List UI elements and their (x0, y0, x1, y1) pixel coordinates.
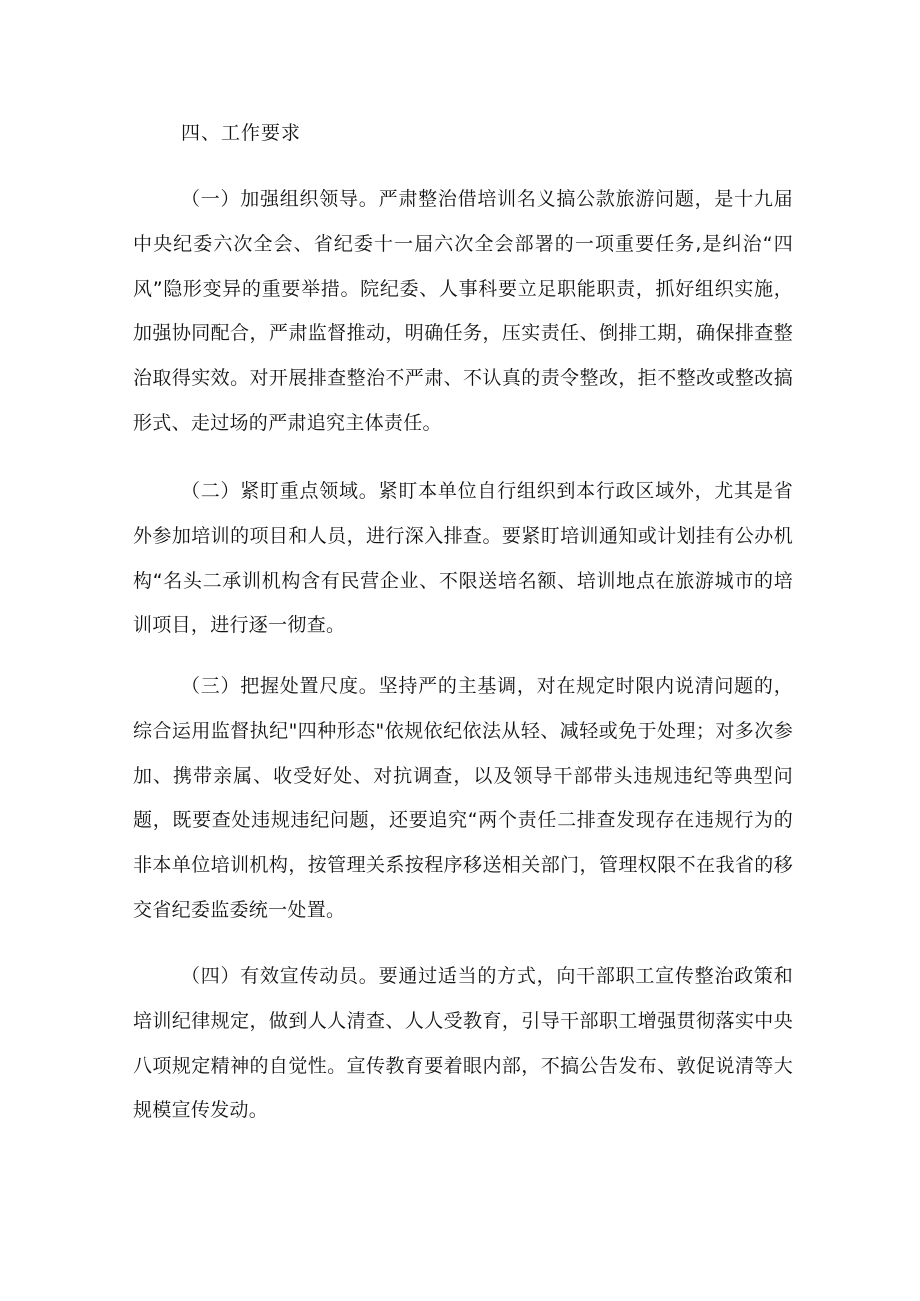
paragraph-disposal-standards: （三）把握处置尺度。坚持严的主基调，对在规定时限内说清问题的，综合运用监督执纪"四种形态"依规依纪依法从轻、减轻或免于处理；对多次参加、携带亲属、收受好处、对抗调查，以及领导干部带头违规违纪等典型问题，既要查处违规违纪问题，还要追究“两个责任二排查发现存在违规行为的非本单位培训机构，按管理关系按程序移送相关部门，管理权限不在我省的移交省纪委监委统一处置。 (133, 675, 793, 921)
section-heading: 四、工作要求 (181, 122, 302, 144)
paragraph-key-areas: （二）紧盯重点领域。紧盯本单位自行组织到本行政区域外，尤其是省外参加培训的项目和人员，进行深入排查。要紧盯培训通知或计划挂有公办机构“名头二承训机构含有民营企业、不限送培名额、培训地点在旅游城市的培训项目，进行逐一彻查。 (133, 480, 793, 637)
paragraph-publicity-mobilization: （四）有效宣传动员。要通过适当的方式，向干部职工宣传整治政策和培训纪律规定，做到人人清查、人人受教育，引导干部职工增强贯彻落实中央八项规定精神的自觉性。宣传教育要着眼内部，不搞公告发布、敦促说清等大规模宣传发动。 (133, 965, 793, 1122)
paragraph-organization-leadership: （一）加强组织领导。严肃整治借培训名义搞公款旅游问题，是十九届中央纪委六次全会、省纪委十一届六次全会部署的一项重要任务,是纠治“四风”隐形变异的重要举措。院纪委、人事科要立足职能职责，抓好组织实施，加强协同配合，严肃监督推动，明确任务，压实责任、倒排工期，确保排查整治取得实效。对开展排查整治不严肃、不认真的责令整改，拒不整改或整改搞形式、走过场的严肃追究主体责任。 (133, 188, 793, 434)
